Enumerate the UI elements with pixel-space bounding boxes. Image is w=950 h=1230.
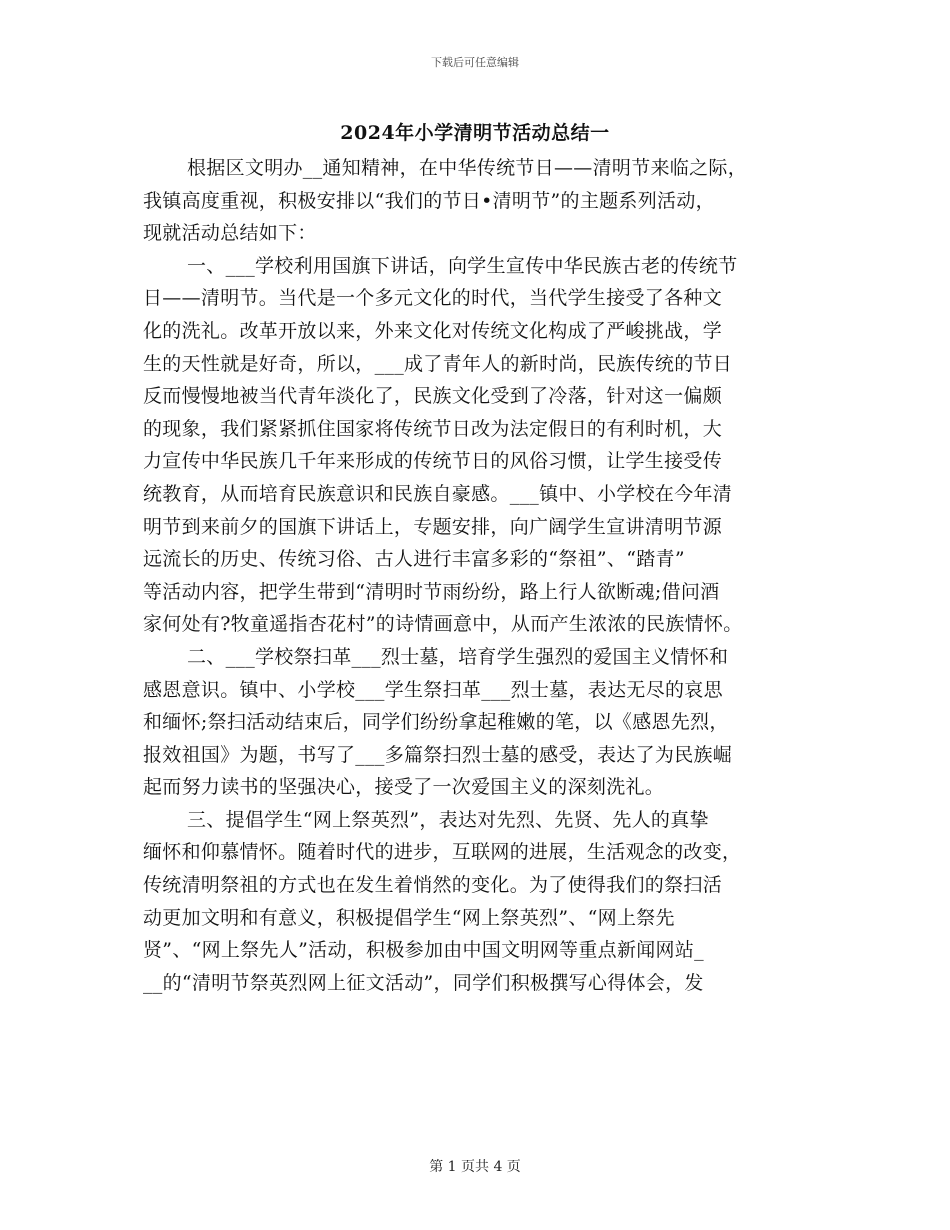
text-line: 传统清明祭祖的方式也在发生着悄然的变化。为了使得我们的祭扫活 [143,874,723,897]
document-body [143,152,808,999]
text-line: 根据区文明办__通知精神，在中华传统节日——清明节来临之际， [187,157,748,179]
text-line: 和缅怀;祭扫活动结束后，同学们纷纷拿起稚嫩的笔，以《感恩先烈， [143,711,729,734]
text-line: 远流长的历史、传统习俗、古人进行丰富多彩的“祭祖”、“踏青” [143,548,685,571]
text-line: 报效祖国》为题，书写了___多篇祭扫烈士墓的感受，表达了为民族崛 [143,743,733,766]
text-line: 化的洗礼。改革开放以来，外来文化对传统文化构成了严峻挑战，学 [143,319,723,342]
text-line: 力宣传中华民族几千年来形成的传统节日的风俗习惯，让学生接受传 [143,450,723,473]
text-line: 起而努力读书的坚强决心，接受了一次爱国主义的深刻洗礼。 [143,776,665,799]
text-line: 的现象，我们紧紧抓住国家将传统节日改为法定假日的有利时机，大 [143,417,723,440]
text-line: 反而慢慢地被当代青年淡化了，民族文化受到了冷落，针对这一偏颇 [143,385,723,408]
text-line: 动更加文明和有意义，积极提倡学生“网上祭英烈”、“网上祭先 [143,906,675,929]
text-line: 感恩意识。镇中、小学校___学生祭扫革___烈士墓，表达无尽的哀思 [143,678,723,701]
text-line: 统教育，从而培育民族意识和民族自豪感。___镇中、小学校在今年清 [143,482,733,505]
text-line: 家何处有?牧童遥指杏花村”的诗情画意中，从而产生浓浓的民族情怀。 [143,613,743,636]
text-line: 贤”、“网上祭先人”活动，积极参加由中国文明网等重点新闻网站_ [143,939,704,962]
text-line: 日——清明节。当代是一个多元文化的时代，当代学生接受了各种文 [143,287,723,310]
page-footer: 第 1 页共 4 页 [429,1159,521,1175]
text-line: 等活动内容，把学生带到“清明时节雨纷纷，路上行人欲断魂;借问酒 [143,580,720,603]
text-line: 一、___学校利用国旗下讲话，向学生宣传中华民族古老的传统节 [187,254,738,277]
text-line: 缅怀和仰慕情怀。随着时代的进步，互联网的进展，生活观念的改变， [143,841,742,864]
text-line: 现就活动总结如下： [143,222,317,245]
document-title: 2024年小学清明节活动总结一 [340,122,610,144]
text-line: 二、___学校祭扫革___烈士墓，培育学生强烈的爱国主义情怀和 [187,645,729,668]
text-line: __的“清明节祭英烈网上征文活动”，同学们积极撰写心得体会，发 [143,971,704,994]
text-line: 明节到来前夕的国旗下讲话上，专题安排，向广阔学生宣讲清明节源 [143,515,723,538]
text-line: 生的天性就是好奇，所以，___成了青年人的新时尚，民族传统的节日 [143,352,733,375]
text-line: 三、提倡学生“网上祭英烈”，表达对先烈、先贤、先人的真挚 [187,808,709,831]
page-header: 下载后可任意编辑 [431,56,519,69]
text-line: 我镇高度重视，积极安排以“我们的节日•清明节”的主题系列活动， [143,189,715,212]
